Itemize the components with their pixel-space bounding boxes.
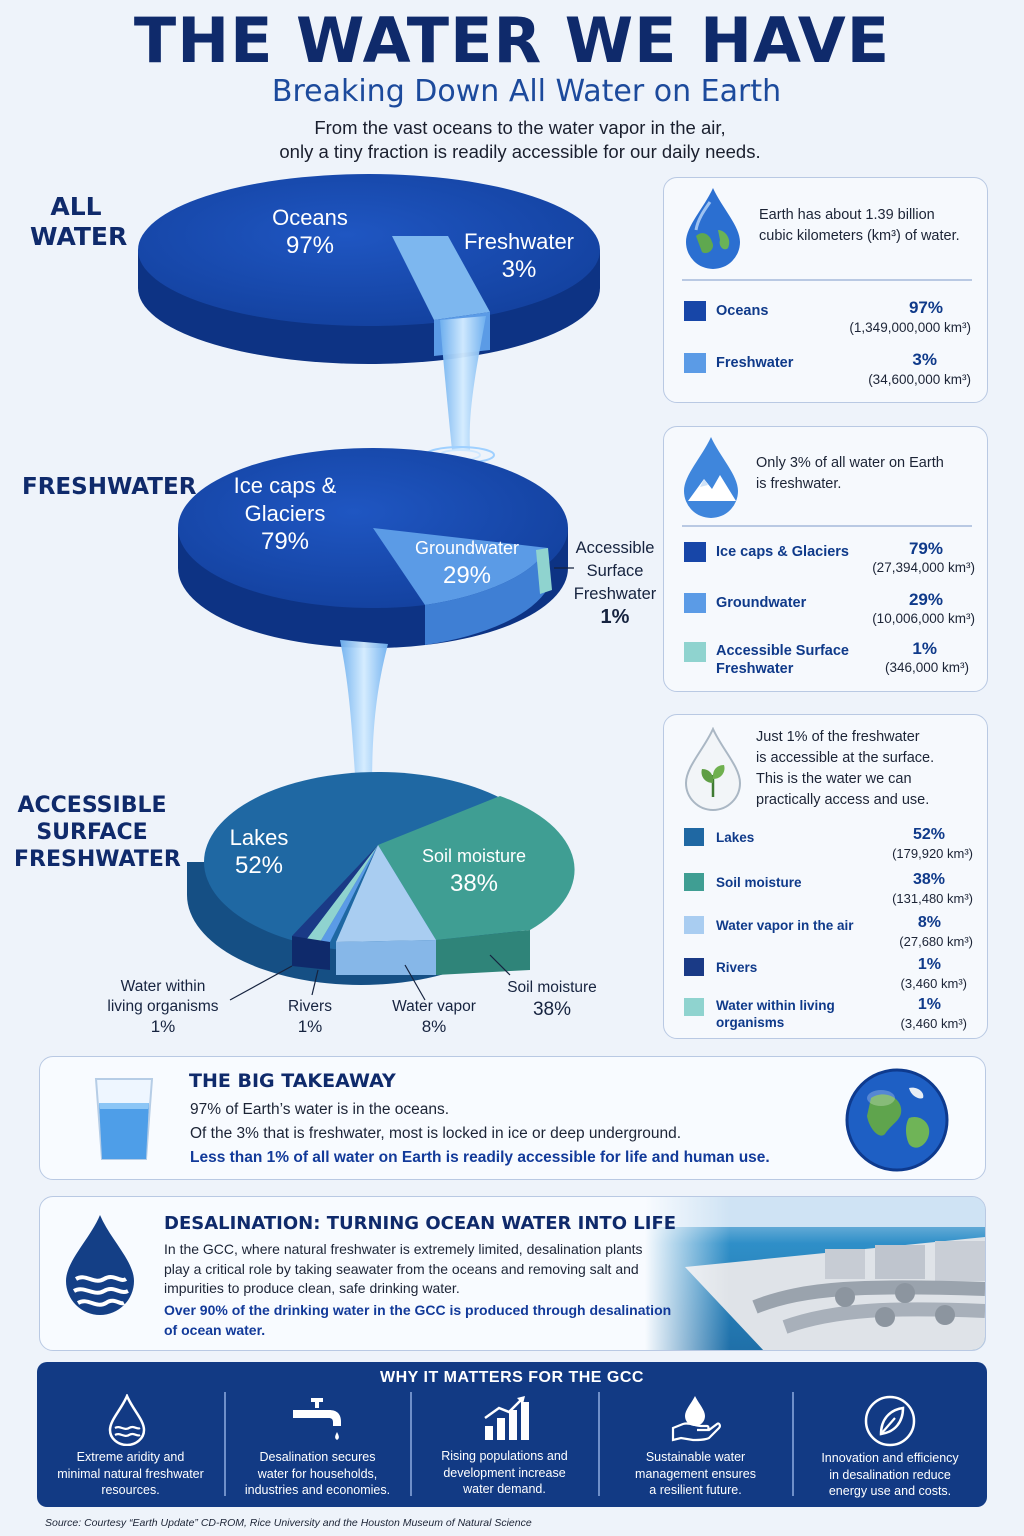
legend-pct: 3% [912,350,937,369]
leaf-circle-icon [863,1394,917,1448]
ice-pie-label [222,472,348,556]
water-drop-waves-icon [62,1213,138,1319]
legend-label: Rivers [716,960,758,975]
legend-row [664,826,989,866]
faucet-icon [289,1396,345,1446]
legend-row [664,590,989,634]
takeaway-highlight: Less than 1% of all water on Earth is readily accessible for life and human use. [190,1149,770,1166]
legend-row [664,956,989,996]
slice-name: Ice caps & [233,473,337,498]
legend-pct: 52% [912,826,945,843]
all-water-label [30,192,128,252]
earth-drop-icon [682,186,744,272]
body-line: impurities to produce clean, safe drinking water. [164,1280,460,1296]
legend-row [664,871,989,911]
legend-swatch [684,301,706,321]
callout-line [230,966,292,1000]
water-stream [440,316,486,450]
card-intro [756,453,976,495]
freshwater-label: FRESHWATER [22,474,197,500]
legend-pct: 8% [917,914,941,931]
legend-label: Groundwater [716,595,807,611]
highlight-line: Over 90% of the drinking water in the GCC is produced through desalination [164,1302,672,1318]
legend-swatch [684,642,706,662]
divider [682,279,972,281]
legend-volume: (346,000 km³) [884,660,969,675]
legend-volume: (179,920 km³) [892,846,973,861]
text-line: water demand. [463,1482,546,1496]
text-line: minimal natural freshwater [57,1466,204,1481]
gcc-item-text [225,1449,410,1499]
text-line: development increase [443,1465,566,1480]
desalination-title: DESALINATION: TURNING OCEAN WATER INTO LIFE [164,1213,677,1234]
label-line: ACCESSIBLE [17,793,167,818]
soil-pie-label [412,842,536,898]
intro-line: Just 1% of the freshwater [756,729,920,745]
legend-pct: 1% [917,996,941,1013]
vapor-side [336,940,436,975]
legend-label [716,997,835,1031]
slice-name: Glaciers [244,501,326,526]
page-title: THE WATER WE HAVE [133,4,891,77]
intro-line: This is the water we can [756,771,912,787]
gcc-panel [37,1362,987,1507]
callout-line: Water within [120,978,206,995]
text-line: energy use and costs. [828,1484,952,1498]
takeaway-panel [39,1056,986,1180]
legend-volume: (3,460 km³) [900,976,967,991]
plant-drop-icon [682,727,744,811]
vapor-callout [384,997,484,1037]
desalination-panel [39,1196,986,1351]
legend-volume: (1,349,000,000 km³) [849,320,971,335]
label-line: ALL [50,192,102,221]
accessible-card [663,714,988,1039]
oceans-pie-label [250,204,370,260]
body-line: In the GCC, where natural freshwater is extremely limited, desalination plants [164,1241,643,1257]
gcc-item [599,1392,792,1507]
text-line: Sustainable water [645,1450,746,1464]
legend-label: Oceans [716,303,769,319]
text-line: Innovation and efficiency [821,1451,959,1465]
label-line: Accessible Surface [716,643,849,659]
body-line: play a critical role by taking seawater from the oceans and removing salt and [164,1260,639,1277]
lakes-pie-label [214,824,304,880]
legend-swatch [684,958,704,976]
gcc-item-text [793,1450,987,1500]
accessible-label [14,792,181,873]
legend-swatch [684,828,704,846]
callout-pct: 38% [532,999,572,1020]
takeaway-line: Of the 3% that is freshwater, most is locked in ice or deep underground. [190,1125,682,1142]
text-line: in desalination reduce [829,1467,951,1482]
intro-line: only a tiny fraction is readily accessible for our daily needs. [279,141,761,162]
mountain-drop-icon [680,435,742,521]
desalination-highlight [164,1301,704,1340]
text-line: Rising populations and [441,1449,568,1463]
legend-row [664,914,989,954]
water-drop-waves-icon [107,1394,147,1446]
legend-swatch [684,916,704,934]
intro-line: Earth has about 1.39 billion [759,207,935,223]
legend-swatch [684,873,704,891]
text-line: management ensures [635,1466,756,1481]
legend-pct: 97% [908,298,943,317]
text-line: industries and economies. [244,1483,391,1497]
gcc-title: WHY IT MATTERS FOR THE GCC [380,1369,644,1386]
legend-volume: (27,394,000 km³) [872,560,975,575]
legend-volume: (34,600,000 km³) [868,372,971,387]
intro-line: is accessible at the surface. [756,750,935,766]
accessible-callout [570,537,660,629]
legend-volume: (27,680 km³) [899,934,973,949]
legend-pct: 29% [908,590,943,609]
callout-pct: 1% [600,606,630,628]
intro-text [0,116,1024,164]
card-intro [759,205,979,247]
label-line: FRESHWATER [14,847,181,872]
callout-line: Freshwater [573,585,657,603]
legend-pct: 79% [908,539,943,558]
groundwater-pie-label [408,534,526,590]
legend-volume: (131,480 km³) [892,891,973,906]
slice-name: Soil moisture [421,846,527,866]
legend-label: Water vapor in the air [716,918,854,933]
callout-line: Accessible [575,539,655,557]
desalination-body [164,1240,684,1299]
source-note: Source: Courtesy “Earth Update” CD-ROM, Rice University and the Houston Museum of Natural Science [45,1517,532,1529]
callout-line: Surface [586,562,644,580]
gcc-item-text [599,1449,792,1499]
water-glass-icon [92,1075,156,1163]
pie-illustration [0,170,660,1050]
legend-volume: (10,006,000 km³) [872,611,975,626]
slice-pct: 3% [501,256,537,283]
legend-swatch [684,998,704,1016]
card-intro [756,727,981,811]
callout-pct: 1% [150,1017,176,1036]
legend-label: Soil moisture [716,875,802,890]
legend-row [664,539,989,583]
highlight-line: of ocean water. [164,1321,266,1338]
globe-icon [843,1068,951,1172]
label-line: organisms [716,1015,785,1030]
gcc-item [411,1392,598,1507]
slice-pct: 97% [285,232,335,259]
intro-line: cubic kilometers (km³) of water. [759,228,960,244]
legend-pct: 38% [912,871,945,888]
hand-drop-icon [671,1394,721,1446]
legend-swatch [684,593,706,613]
legend-row [664,639,989,687]
takeaway-line: 97% of Earth’s water is in the oceans. [190,1101,450,1118]
legend-volume: (3,460 km³) [900,1016,967,1031]
text-line: Extreme aridity and [76,1450,185,1464]
legend-row [664,298,989,342]
legend-label [716,642,849,678]
intro-line: is freshwater. [756,476,842,492]
gcc-item-text [37,1449,224,1499]
callout-pct: 8% [421,1017,447,1036]
intro-line: practically access and use. [756,792,930,808]
intro-line: Only 3% of all water on Earth [756,455,944,471]
water-stream [340,640,388,790]
legend-swatch [684,542,706,562]
text-line: resources. [101,1483,160,1497]
gcc-item [793,1392,987,1507]
callout-pct: 1% [297,1017,323,1036]
label-line: Freshwater [716,661,794,677]
text-line: a resilient future. [649,1483,742,1497]
growth-chart-icon [481,1394,531,1444]
divider [682,525,972,527]
slice-name: Lakes [229,825,289,850]
callout-line: Soil moisture [507,979,597,996]
callout-line: living organisms [107,998,219,1015]
freshwater-card [663,426,988,692]
legend-pct: 1% [912,639,937,658]
slice-name: Groundwater [414,538,520,558]
slice-name: Oceans [272,205,348,230]
text-line: Desalination secures [259,1450,376,1464]
label-line: Water within living [716,998,835,1013]
slice-pct: 38% [449,870,499,897]
page-subtitle: Breaking Down All Water on Earth [271,74,782,109]
organisms-callout [96,977,230,1037]
callout-line: Water vapor [392,998,476,1015]
legend-swatch [684,353,706,373]
gcc-item [37,1392,224,1507]
slice-pct: 29% [442,562,492,589]
intro-line: From the vast oceans to the water vapor in the air, [314,117,726,138]
all-water-card [663,177,988,403]
slice-pct: 52% [234,852,284,879]
freshwater-pie-label [460,228,578,284]
gcc-item [225,1392,410,1507]
takeaway-title: THE BIG TAKEAWAY [189,1070,396,1092]
text-line: water for households, [257,1466,378,1481]
slice-pct: 79% [260,528,310,555]
gcc-item-text [411,1448,598,1498]
legend-label: Lakes [716,830,755,845]
slice-name: Freshwater [463,229,575,254]
legend-row [664,996,989,1036]
rivers-callout [280,997,340,1037]
soil-callout [496,977,608,1021]
label-line: SURFACE [36,820,148,845]
legend-label: Freshwater [716,355,794,371]
label-line: WATER [30,222,128,251]
callout-line: Rivers [288,998,332,1015]
legend-row [664,350,989,394]
legend-pct: 1% [917,956,941,973]
legend-label: Ice caps & Glaciers [716,544,849,560]
